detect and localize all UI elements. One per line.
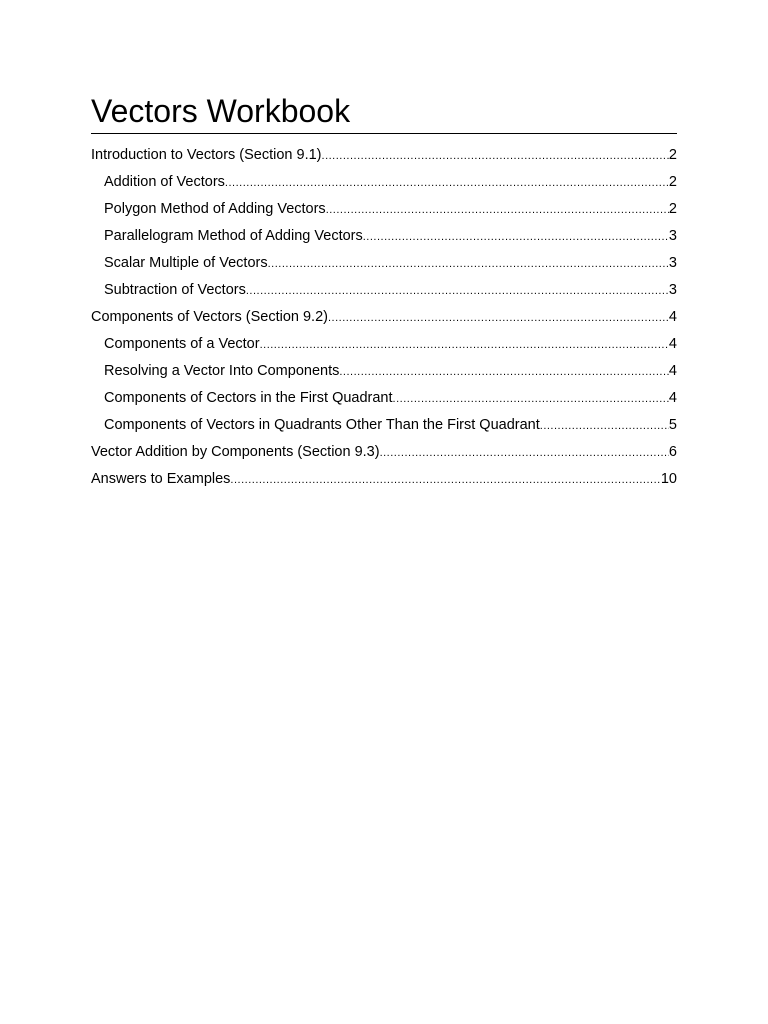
toc-page-number: 4 xyxy=(668,309,677,325)
table-of-contents xyxy=(91,142,677,493)
toc-entry[interactable] xyxy=(91,277,677,304)
toc-dot-leader xyxy=(322,143,669,170)
toc-page-number: 4 xyxy=(668,390,677,406)
toc-entry-label: Answers to Examples xyxy=(91,471,231,487)
toc-dot-leader xyxy=(230,467,660,494)
toc-dot-leader xyxy=(328,305,669,332)
toc-page-number: 3 xyxy=(668,228,677,244)
toc-entry[interactable] xyxy=(91,304,677,331)
toc-page-number: 10 xyxy=(660,471,677,487)
toc-entry-label: Components of Cectors in the First Quadrant xyxy=(104,390,393,406)
toc-entry[interactable] xyxy=(91,142,677,169)
toc-entry[interactable] xyxy=(91,250,677,277)
toc-entry-label: Resolving a Vector Into Components xyxy=(104,363,340,379)
toc-entry-label: Components of a Vector xyxy=(104,336,260,352)
toc-dot-leader xyxy=(339,359,669,386)
toc-entry[interactable] xyxy=(91,196,677,223)
toc-entry[interactable] xyxy=(91,331,677,358)
toc-page-number: 2 xyxy=(668,147,677,163)
toc-entry-label: Polygon Method of Adding Vectors xyxy=(104,201,326,217)
toc-page-number: 6 xyxy=(668,444,677,460)
toc-dot-leader xyxy=(540,413,669,440)
toc-entry[interactable] xyxy=(91,358,677,385)
toc-entry-label: Components of Vectors (Section 9.2) xyxy=(91,309,328,325)
toc-entry[interactable] xyxy=(91,169,677,196)
toc-entry[interactable] xyxy=(91,439,677,466)
toc-dot-leader xyxy=(393,386,669,413)
document-title: Vectors Workbook xyxy=(91,93,351,129)
toc-entry[interactable] xyxy=(91,385,677,412)
toc-entry-label: Parallelogram Method of Adding Vectors xyxy=(104,228,363,244)
toc-entry-label: Components of Vectors in Quadrants Other Than the First Quadrant xyxy=(104,417,540,433)
toc-dot-leader xyxy=(380,440,669,467)
toc-page-number: 3 xyxy=(668,255,677,271)
toc-entry-label: Vector Addition by Components (Section 9.3) xyxy=(91,444,380,460)
toc-entry-label: Addition of Vectors xyxy=(104,174,225,190)
toc-page-number: 2 xyxy=(668,174,677,190)
title-divider xyxy=(91,133,677,134)
toc-entry-label: Scalar Multiple of Vectors xyxy=(104,255,268,271)
toc-dot-leader xyxy=(363,224,669,251)
toc-page-number: 4 xyxy=(668,336,677,352)
toc-dot-leader xyxy=(225,170,669,197)
toc-entry-label: Subtraction of Vectors xyxy=(104,282,246,298)
toc-entry[interactable] xyxy=(91,223,677,250)
toc-dot-leader xyxy=(260,332,669,359)
toc-dot-leader xyxy=(268,251,669,278)
toc-page-number: 2 xyxy=(668,201,677,217)
toc-entry-label: Introduction to Vectors (Section 9.1) xyxy=(91,147,322,163)
toc-dot-leader xyxy=(246,278,669,305)
toc-entry[interactable] xyxy=(91,412,677,439)
toc-entry[interactable] xyxy=(91,466,677,493)
toc-dot-leader xyxy=(326,197,669,224)
toc-page-number: 4 xyxy=(668,363,677,379)
toc-page-number: 5 xyxy=(668,417,677,433)
toc-page-number: 3 xyxy=(668,282,677,298)
